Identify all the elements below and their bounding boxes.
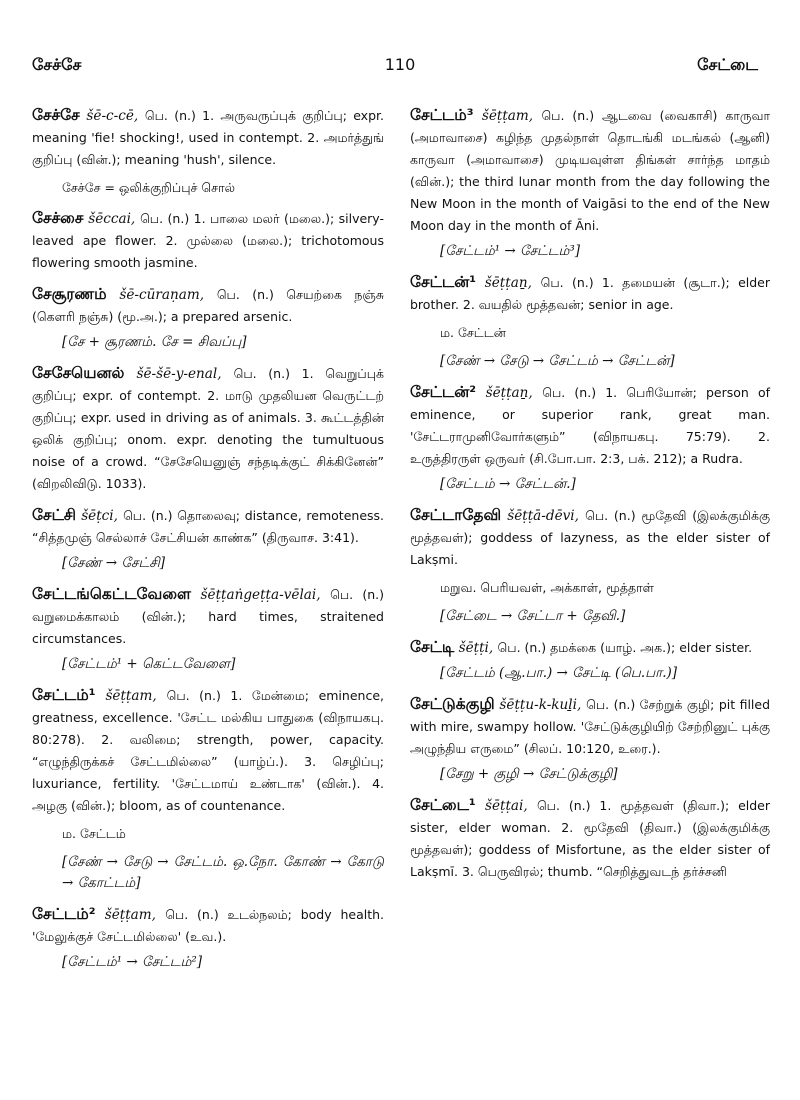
cognate-note: ம. சேட்டம்	[62, 826, 126, 841]
right-column	[410, 105, 770, 893]
etymology: [சேறு + குழி → சேட்டுக்குழி]	[440, 766, 618, 782]
headword: சேட்டம்¹	[32, 686, 96, 704]
headword: சேச்சே	[32, 106, 80, 124]
headword: சேட்டி	[410, 638, 455, 656]
etymology: [சேட்டை → சேட்டா + தேவி.]	[440, 608, 626, 624]
headword: சேட்சி	[32, 506, 77, 524]
headword: சேசேயெனல்	[32, 364, 125, 382]
transliteration: šēṭṭi,	[458, 640, 494, 656]
cognate-note: ம. சேட்டன்	[440, 325, 506, 340]
definition: பெ. (n.) 1. பெரியோன்; person of eminence, or superior rank, great man. 'சேட்டராமுனிவோர்களும்” (விநாயகபு. 75:79). 2. உருத்திரருள் ஒருவர் (சி.போ.பா. 2:3, பக். 212); a Rudra.	[410, 385, 771, 466]
dictionary-entry	[32, 904, 384, 973]
dictionary-entry	[32, 505, 384, 574]
definition: பெ. (n.) 1. மேன்மை; eminence, greatness, excellence. 'சேட்ட மல்கிய பாதுகை (விநாயகபு. 80:278). 2. வலிமை; strength, power, capacity. “எழுந்திருக்கச் சேட்டமில்லை” (யாழ்ப்.). 3. செழிப்பு; luxuriance, fertility. 'சேட்டமாய் உண்டாக' (வின்.). 4. அழகு (வின்.); bloom, as of countenance.	[32, 688, 384, 813]
definition: பெ. (n.) 1. பாலை மலர் (மலை.); silvery-leaved ape flower. 2. முல்லை (மலை.); trichotomous flowering smooth jasmine.	[32, 211, 384, 270]
definition: பெ. (n.) 1. மூத்தவள் (திவா.); elder sister, elder woman. 2. மூதேவி (திவா.) (இலக்குமிக்கு மூத்தவள்); goddess of Misfortune, as the elder sister of Lakṣmī. 3. பெருவிரல்; thumb. “செறித்துவடந் தர்ச்சனி	[410, 798, 770, 879]
definition: பெ. (n.) 1. தமையன் (சூடா.); elder brother. 2. வயதில் மூத்தவன்; senior in age.	[410, 275, 771, 312]
transliteration: šēṭṭaṉ,	[485, 385, 533, 401]
definition: பெ. (n.) 1. வெறுப்புக் குறிப்பு; expr. of contempt. 2. மாடு முதலியன வெருட்டற் குறிப்பு; expr. used in driving as of animals. 3. கூட்டத்தின் ஒலிக் குறிப்பு; onom. expr. denoting the tumultuous noise of a crowd. “சேசேயெனுஞ் சந்தடிக்குட் சிக்கினேன்” (விறலிவிடு. 1033).	[32, 366, 384, 491]
definition: பெ. (n.) சேற்றுக் குழி; pit filled with mire, swampy hollow. 'சேட்டுக்குழியிற் சேற்றினுட் புக்கு அழுந்திய எருமை” (சிலப். 10:120, உரை.).	[410, 697, 771, 756]
dictionary-entry	[410, 694, 770, 785]
definition: பெ. (n.) 1. அருவருப்புக் குறிப்பு; expr. meaning 'fie! shocking!, used in contempt. 2. அமர்த்துங் குறிப்பு (வின்.); meaning 'hush', silence.	[32, 108, 384, 167]
etymology: [சே + சூரணம். சே = சிவப்பு]	[62, 334, 247, 350]
definition: பெ. (n.) உடல்நலம்; body health. 'மேலுக்குச் சேட்டமில்லை' (உவ.).	[32, 907, 385, 944]
headword: சேச்சை	[32, 209, 84, 227]
transliteration: šēṭṭam,	[481, 108, 534, 124]
headword: சேட்டன்²	[410, 383, 477, 401]
transliteration: šēṭṭaṅgeṭṭa-vēlai,	[200, 587, 321, 603]
dictionary-entry	[410, 795, 770, 883]
header-right-guideword: சேட்டை	[697, 55, 758, 74]
dictionary-entry	[410, 105, 770, 262]
dictionary-entry	[410, 272, 770, 372]
header-left-guideword: சேச்சே	[32, 55, 82, 74]
etymology: [சேட்டம்¹ → சேட்டம்³]	[440, 243, 581, 259]
page-header	[0, 55, 800, 79]
headword: சேட்டாதேவி	[410, 506, 502, 524]
transliteration: šēccai,	[88, 211, 136, 227]
definition: பெ. (n.) செயற்கை நஞ்சு (கௌரி நஞ்சு) (மூ.அ.); a prepared arsenic.	[32, 287, 384, 324]
transliteration: šēṭci,	[81, 508, 118, 524]
headword: சேட்டன்¹	[410, 273, 477, 291]
etymology: [சேட்டம் → சேட்டன்.]	[440, 476, 576, 492]
etymology: [சேண் → சேட்சி]	[62, 555, 166, 571]
dictionary-entry	[410, 382, 770, 495]
dictionary-entry	[410, 505, 770, 627]
dictionary-entry	[32, 685, 384, 894]
definition: பெ. (n.) வறுமைக்காலம் (வின்.); hard times, straitened circumstances.	[32, 587, 384, 646]
dictionary-entry	[32, 363, 384, 495]
etymology: [சேண் → சேடு → சேட்டம். ஒ.நோ. கோண் → கோடு → கோட்டம்]	[62, 854, 384, 891]
transliteration: šē-cūraṇam,	[119, 287, 205, 303]
etymology: [சேட்டம் (ஆ.பா.) → சேட்டி (பெ.பா.)]	[440, 665, 678, 681]
page-number: 110	[384, 55, 416, 74]
headword: சேட்டம்³	[410, 106, 474, 124]
dictionary-entry	[32, 584, 384, 675]
headword: சேசூரணம்	[32, 285, 107, 303]
cognate-note: மறுவ. பெரியவள், அக்காள், மூத்தாள்	[440, 580, 654, 595]
headword: சேட்டங்கெட்டவேளை	[32, 585, 191, 603]
transliteration: šēṭṭā-dēvi,	[507, 508, 579, 524]
headword: சேட்டம்²	[32, 905, 96, 923]
dictionary-entry	[32, 208, 384, 274]
headword: சேட்டுக்குழி	[410, 695, 495, 713]
dictionary-entry	[32, 284, 384, 353]
dictionary-entry	[410, 637, 770, 684]
definition: பெ. (n.) மூதேவி (இலக்குமிக்கு மூத்தவள்); goddess of lazyness, as the elder sister of Lakṣmi.	[410, 508, 770, 567]
etymology: [சேண் → சேடு → சேட்டம் → சேட்டன்]	[440, 353, 675, 369]
transliteration: šē-šē-y-enal,	[136, 366, 222, 382]
transliteration: šēṭṭu-k-kuḻi,	[499, 697, 582, 713]
transliteration: šēṭṭai,	[484, 798, 528, 814]
definition: பெ. (n.) தொலைவு; distance, remoteness. “சித்தமுஞ் செல்லாச் சேட்சியன் காண்க” (திருவாச. 3:41).	[32, 508, 385, 545]
cognate-note: சேச்சே = ஒலிக்குறிப்புச் சொல்	[62, 180, 235, 195]
definition: பெ. (n.) ஆடவை (வைகாசி) காருவா (அமாவாசை) கழிந்த முதல்நாள் தொடங்கி மடங்கல் (ஆனி) காருவா (அமாவாசை) முடியவுள்ள திங்கள் சார்ந்த மாதம் (வின்.); the third lunar month from the day following the New Moon in the month of Vaigāsi to the end of the New Moon day in the month of Āni.	[410, 108, 771, 233]
etymology: [சேட்டம்¹ → சேட்டம்²]	[62, 954, 203, 970]
dictionary-entry	[32, 105, 384, 198]
definition: பெ. (n.) தமக்கை (யாழ். அக.); elder sister.	[497, 640, 753, 655]
transliteration: šē-c-cē,	[86, 108, 139, 124]
etymology: [சேட்டம்¹ + கெட்டவேளை]	[62, 656, 236, 672]
transliteration: šēṭṭaṉ,	[484, 275, 532, 291]
transliteration: šēṭṭam,	[104, 907, 156, 923]
headword: சேட்டை¹	[410, 796, 476, 814]
left-column	[32, 105, 384, 983]
transliteration: šēṭṭam,	[105, 688, 157, 704]
